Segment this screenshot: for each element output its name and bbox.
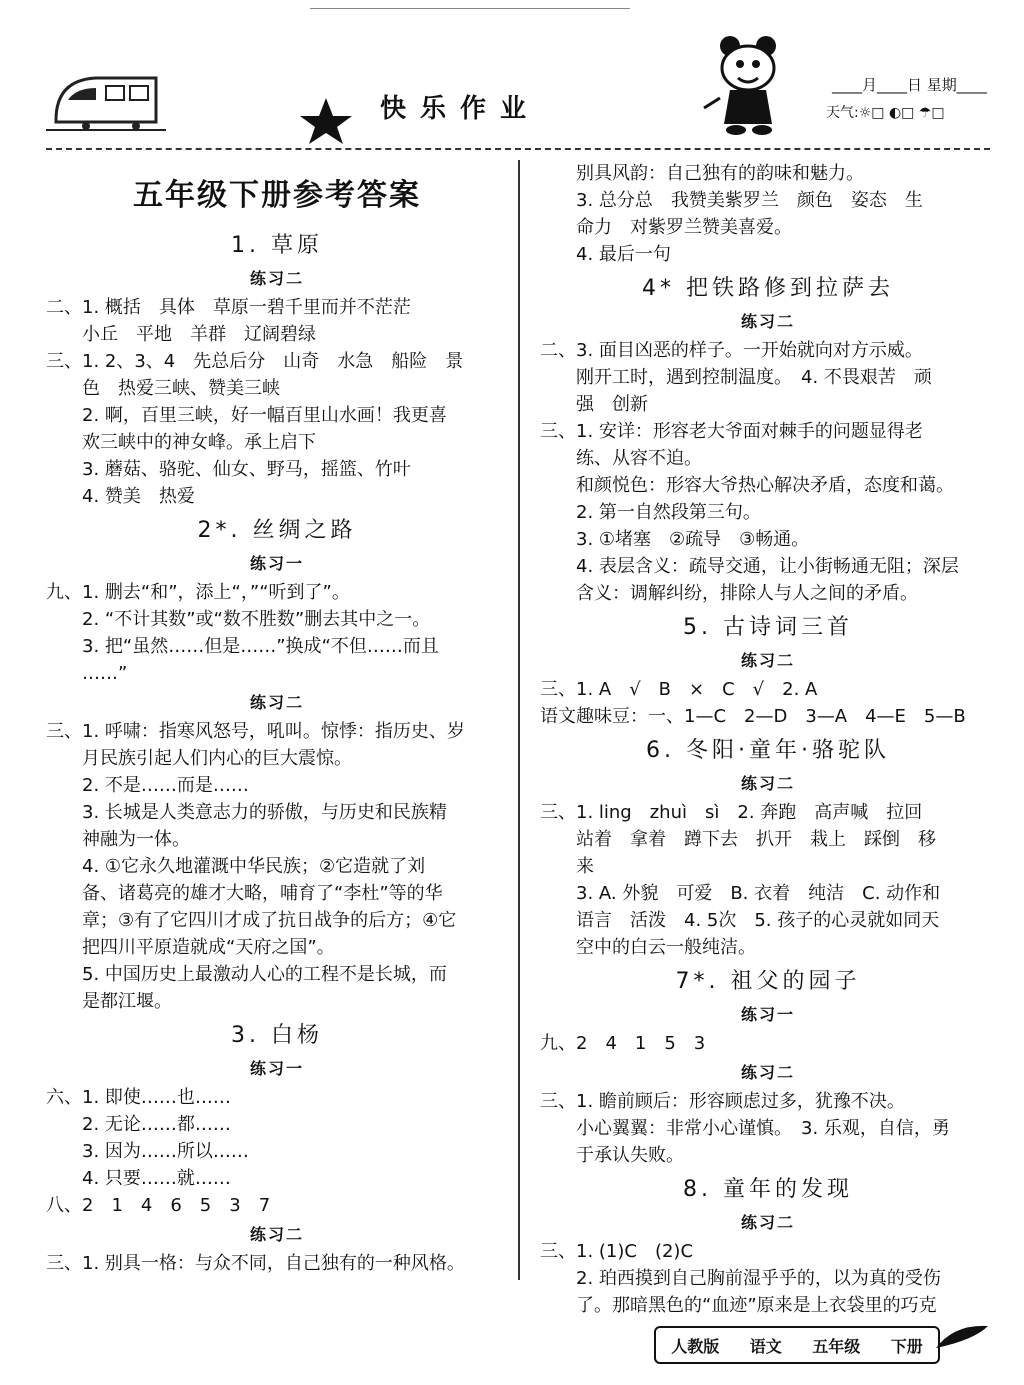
answer-line: 4. 最后一句 — [576, 244, 671, 265]
answer-line: 2. “不计其数”或“数不胜数”删去其中之一。 — [82, 609, 431, 630]
answer-line: 章；③有了它四川才成了抗日战争的后方；④它 — [82, 910, 457, 931]
answer-line: 2. 啊，百里三峡，好一幅百里山水画！我更喜 — [82, 405, 447, 426]
exercise-heading: 练习二 — [249, 1225, 304, 1244]
page-title: 五年级下册参考答案 — [133, 178, 421, 213]
answer-line: 三、1. 别具一格：与众不同，自己独有的一种风格。 — [46, 1253, 465, 1274]
exercise-heading: 练习二 — [740, 651, 795, 670]
answer-line: 3. 把“虽然……但是……”换成“不但……而且 — [82, 636, 439, 657]
lesson-heading: 1. 草原 — [231, 233, 323, 258]
answer-line: 三、1. 安详：形容老大爷面对棘手的问题显得老 — [540, 421, 923, 442]
exercise-heading: 练习二 — [249, 269, 304, 288]
answer-line: 4. 只要……就…… — [82, 1168, 231, 1189]
answer-line: 小心翼翼：非常小心谨慎。 3. 乐观，自信，勇 — [576, 1118, 950, 1139]
answer-line: 练、从容不迫。 — [576, 448, 702, 469]
answer-line: 八、2 1 4 6 5 3 7 — [46, 1195, 271, 1216]
answer-line: 空中的白云一般纯洁。 — [576, 937, 756, 958]
answer-line: 5. 中国历史上最激动人心的工程不是长城，而 — [82, 964, 447, 985]
answer-line: 3. 蘑菇、骆驼、仙女、野马，摇篮、竹叶 — [82, 459, 411, 480]
answer-line: 别具风韵：自己独有的韵味和魅力。 — [576, 163, 864, 184]
exercise-heading: 练习二 — [740, 774, 795, 793]
answer-line: 语文趣味豆：一、1—C 2—D 3—A 4—E 5—B — [540, 706, 966, 727]
lesson-heading: 8. 童年的发现 — [683, 1177, 853, 1202]
answer-line: 3. ①堵塞 ②疏导 ③畅通。 — [576, 529, 810, 550]
answer-line: 欢三峡中的神女峰。承上启下 — [82, 432, 316, 453]
answer-line: 是都江堰。 — [82, 991, 172, 1012]
footer-badge — [654, 1326, 940, 1364]
train-icon — [46, 60, 166, 140]
exercise-heading: 练习二 — [740, 312, 795, 331]
date-line: ____月____日 星期____ — [832, 76, 987, 94]
lesson-heading: 7*. 祖父的园子 — [675, 969, 861, 994]
answer-line: 色 热爱三峡、赞美三峡 — [82, 378, 280, 399]
exercise-heading: 练习二 — [249, 693, 304, 712]
header-divider — [46, 148, 990, 150]
answer-line: 4. 赞美 热爱 — [82, 486, 195, 507]
brand-title: 快乐作业 — [380, 94, 541, 124]
answer-line: 二、3. 面目凶恶的样子。一开始就向对方示威。 — [540, 340, 923, 361]
answer-line: 三、1. ling zhuì sì 2. 奔跑 高声喊 拉回 — [540, 802, 923, 823]
footer-subject: 语文 — [749, 1336, 782, 1356]
lesson-heading: 4* 把铁路修到拉萨去 — [642, 276, 894, 301]
answer-line: 六、1. 即使……也…… — [46, 1087, 231, 1108]
answer-line: 九、2 4 1 5 3 — [540, 1033, 706, 1054]
lesson-heading: 6. 冬阳·童年·骆驼队 — [646, 738, 890, 763]
answer-line: 和颜悦色：形容大爷热心解决矛盾，态度和蔼。 — [576, 475, 954, 496]
answer-line: 三、1. (1)C (2)C — [540, 1241, 694, 1262]
answer-line: 三、1. A √ B × C √ 2. A — [540, 679, 818, 700]
answer-line: 来 — [576, 856, 594, 877]
feather-icon — [934, 1322, 990, 1352]
answer-line: 3. 因为……所以…… — [82, 1141, 249, 1162]
page-header — [0, 0, 1024, 150]
answer-line: 强 创新 — [576, 394, 648, 415]
footer-grade: 五年级 — [812, 1336, 861, 1356]
exercise-heading: 练习一 — [740, 1005, 795, 1024]
exercise-heading: 练习二 — [740, 1063, 795, 1082]
exercise-heading: 练习一 — [249, 554, 304, 573]
answer-line: 三、1. 瞻前顾后：形容顾虑过多，犹豫不决。 — [540, 1091, 905, 1112]
lesson-heading: 2*. 丝绸之路 — [197, 518, 357, 543]
bear-mascot-icon — [700, 28, 810, 138]
answer-line: 于承认失败。 — [576, 1145, 684, 1166]
answer-line: ……” — [82, 663, 128, 684]
answer-line: 三、1. 2、3、4 先总后分 山奇 水急 船险 景 — [46, 351, 464, 372]
answer-line: 3. 总分总 我赞美紫罗兰 颜色 姿态 生 — [576, 190, 923, 211]
lesson-heading: 5. 古诗词三首 — [683, 615, 853, 640]
answer-line: 2. 珀西摸到自己胸前湿乎乎的，以为真的受伤 — [576, 1268, 941, 1289]
answer-line: 语言 活泼 4. 5次 5. 孩子的心灵就如同天 — [576, 910, 940, 931]
left-column — [46, 160, 508, 1277]
answer-line: 备、诸葛亮的雄才大略，哺育了“李杜”等的华 — [82, 883, 443, 904]
answer-line: 神融为一体。 — [82, 829, 190, 850]
footer-edition: 人教版 — [671, 1336, 720, 1356]
answer-line: 2. 无论……都…… — [82, 1114, 231, 1135]
answer-line: 小丘 平地 羊群 辽阔碧绿 — [82, 324, 316, 345]
answer-line: 4. 表层含义：疏导交通，让小街畅通无阻；深层 — [576, 556, 959, 577]
answer-line: 了。那暗黑色的“血迹”原来是上衣袋里的巧克 — [576, 1295, 937, 1316]
answer-line: 2. 不是……而是…… — [82, 775, 249, 796]
answer-line: 九、1. 删去“和”，添上“，”“听到了”。 — [46, 582, 350, 603]
answer-line: 月民族引起人们内心的巨大震惊。 — [82, 748, 352, 769]
lesson-heading: 3. 白杨 — [231, 1023, 323, 1048]
answer-line: 3. A. 外貌 可爱 B. 衣着 纯洁 C. 动作和 — [576, 883, 941, 904]
answer-line: 含义：调解纠纷，排除人与人之间的矛盾。 — [576, 583, 918, 604]
answer-line: 4. ①它永久地灌溉中华民族；②它造就了刘 — [82, 856, 426, 877]
answer-line: 把四川平原造就成“天府之国”。 — [82, 937, 335, 958]
exercise-heading: 练习二 — [740, 1213, 795, 1232]
weather-line: 天气:☼□ ◐□ ☂□ — [826, 105, 945, 121]
footer-volume: 下册 — [890, 1336, 923, 1356]
answer-line: 站着 拿着 蹲下去 扒开 栽上 踩倒 移 — [576, 829, 936, 850]
star-icon — [296, 96, 356, 146]
exercise-heading: 练习一 — [249, 1059, 304, 1078]
answer-line: 3. 长城是人类意志力的骄傲，与历史和民族精 — [82, 802, 447, 823]
top-rule — [310, 8, 630, 9]
answer-line: 命力 对紫罗兰赞美喜爱。 — [576, 217, 792, 238]
answer-line: 2. 第一自然段第三句。 — [576, 502, 761, 523]
answer-line: 二、1. 概括 具体 草原一碧千里而并不茫茫 — [46, 297, 411, 318]
answer-line: 刚开工时，遇到控制温度。 4. 不畏艰苦 顽 — [576, 367, 932, 388]
right-column — [540, 160, 996, 1319]
column-divider — [518, 160, 520, 1280]
answer-line: 三、1. 呼啸：指寒风怒号，吼叫。惊悸：指历史、岁 — [46, 721, 465, 742]
